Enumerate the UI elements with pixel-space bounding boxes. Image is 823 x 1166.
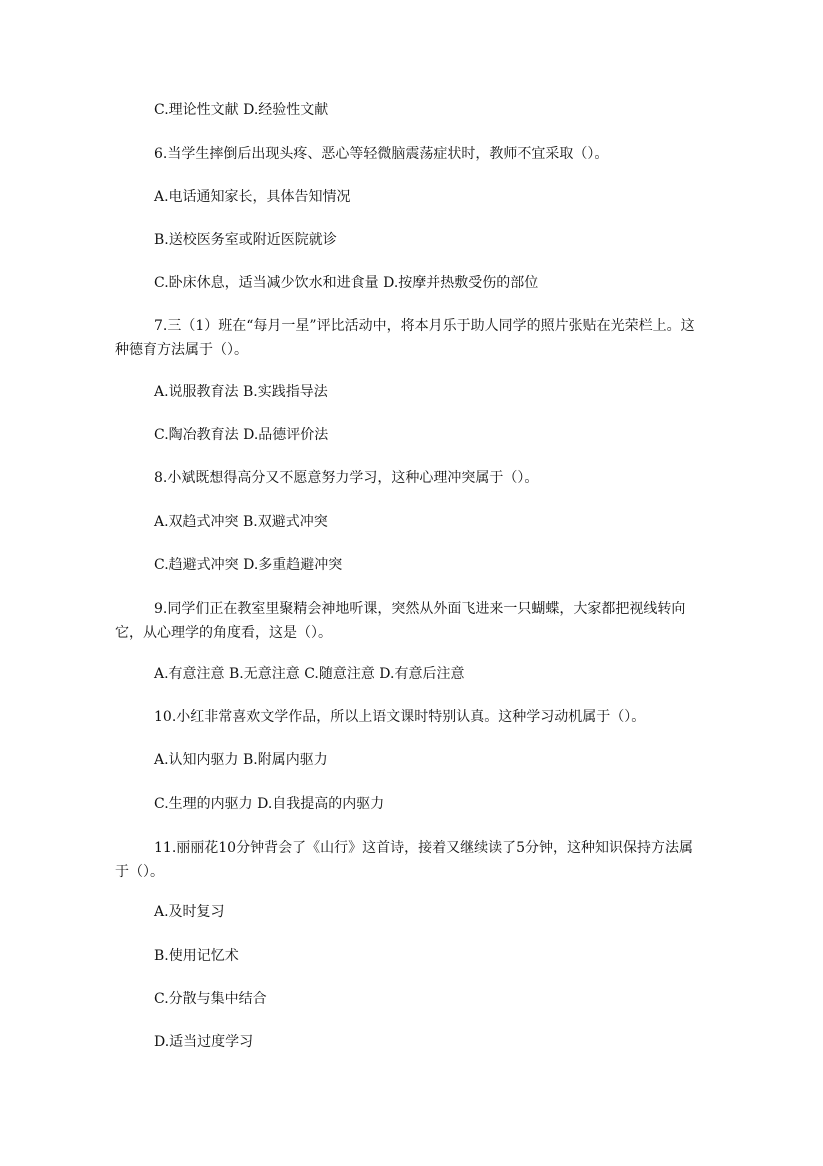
option-q6-a: A.电话通知家长，具体告知情况 xyxy=(154,189,351,205)
option-q10-cd: C.生理的内驱力 D.自我提高的内驱力 xyxy=(154,796,385,812)
option-q11-b: B.使用记忆术 xyxy=(154,948,239,964)
option-q8-ab: A.双趋式冲突 B.双避式冲突 xyxy=(154,514,328,530)
question-10: 10.小红非常喜欢文学作品，所以上语文课时特别认真。这种学习动机属于（）。 xyxy=(154,709,646,725)
option-q10-ab: A.认知内驱力 B.附属内驱力 xyxy=(154,752,328,768)
option-q11-a: A.及时复习 xyxy=(154,904,225,920)
question-7: 7.三（1）班在“每月一星”评比活动中，将本月乐于助人同学的照片张贴在光荣栏上。这种德育方法属于（）。 xyxy=(115,318,695,358)
option-q7-cd: C.陶冶教育法 D.品德评价法 xyxy=(154,427,329,443)
question-11: 11.丽丽花10分钟背会了《山行》这首诗，接着又继续读了5分钟，这种知识保持方法属于（）。 xyxy=(115,840,693,880)
option-q8-cd: C.趋避式冲突 D.多重趋避冲突 xyxy=(154,557,343,573)
option-q11-d: D.适当过度学习 xyxy=(154,1034,254,1050)
question-9: 9.同学们正在教室里聚精会神地听课，突然从外面飞进来一只蝴蝶，大家都把视线转向它，从心理学的角度看，这是（）。 xyxy=(115,601,686,641)
option-q9-abcd: A.有意注意 B.无意注意 C.随意注意 D.有意后注意 xyxy=(154,666,465,682)
option-q7-ab: A.说服教育法 B.实践指导法 xyxy=(154,384,328,400)
option-line-q5-cd: C.理论性文献 D.经验性文献 xyxy=(154,102,329,118)
option-q6-b: B.送校医务室或附近医院就诊 xyxy=(154,232,337,248)
question-8: 8.小斌既想得高分又不愿意努力学习，这种心理冲突属于（）。 xyxy=(154,470,539,486)
option-q11-c: C.分散与集中结合 xyxy=(154,991,267,1007)
question-6: 6.当学生摔倒后出现头疼、恶心等轻微脑震荡症状时，教师不宜采取（）。 xyxy=(154,146,609,162)
option-q6-cd: C.卧床休息，适当减少饮水和进食量 D.按摩并热敷受伤的部位 xyxy=(154,275,539,291)
